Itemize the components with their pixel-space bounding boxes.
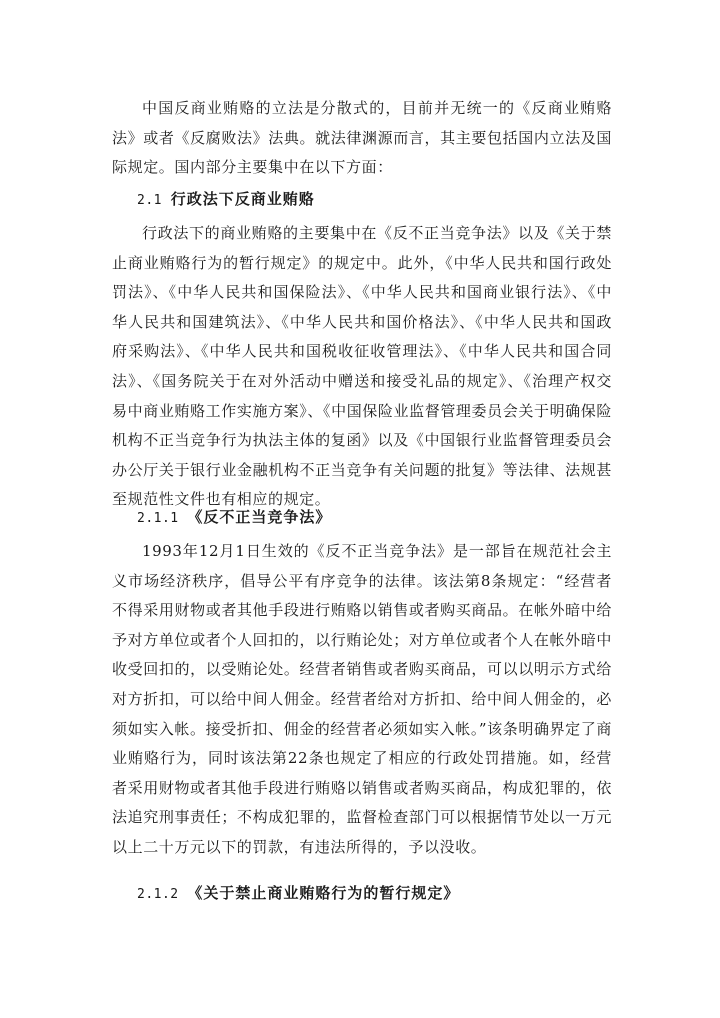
intro-paragraph: 中国反商业贿赂的立法是分散式的，目前并无统一的《反商业贿赂法》或者《反腐败法》法典。就法律渊源而言，其主要包括国内立法及国际规定。国内部分主要集中在以下方面： [112,99,612,177]
section-title: 行政法下反商业贿赂 [170,190,315,208]
section-2-1-paragraph: 行政法下的商业贿赂的主要集中在《反不正当竞争法》以及《关于禁止商业贿赂行为的暂行规定》的规定中。此外，《中华人民共和国行政处罚法》、《中华人民共和国保险法》、《中华人民共和国商业银行法》、《中华人民共和国建筑法》、《中华人民共和国价格法》、《中华人民共和国政府采购法》、《中华人民共和国税收征收管理法》、《中华人民共和国合同法》、《国务院关于在对外活动中赠送和接受礼品的规定》、《治理产权交易中商业贿赂工作实施方案》、《中国保险业监督管理委员会关于明确保险机构不正当竞争行为执法主体的复函》以及《中国银行业监督管理委员会办公厅关于银行业金融机构不正当竞争有关问题的批复》等法律、法规甚至规范性文件也有相应的规定。 [112,224,612,509]
section-number: 2.1.1 [137,511,179,526]
section-heading-2-1-1 [137,504,331,532]
section-2-1-1-paragraph: 1993年12月1日生效的《反不正当竞争法》是一部旨在规范社会主义市场经济秩序，倡导公平有序竞争的法律。该法第8条规定：“经营者不得采用财物或者其他手段进行贿赂以销售或者购买商品。在帐外暗中给予对方单位或者个人回扣的，以行贿论处；对方单位或者个人在帐外暗中收受回扣的，以受贿论处。经营者销售或者购买商品，可以以明示方式给对方折扣，可以给中间人佣金。经营者给对方折扣、给中间人佣金的，必须如实入帐。接受折扣、佣金的经营者必须如实入帐。”该条明确界定了商业贿赂行为，同时该法第22条也规定了相应的行政处罚措施。如，经营者采用财物或者其他手段进行贿赂以销售或者购买商品，构成犯罪的，依法追究刑事责任；不构成犯罪的，监督检查部门可以根据情节处以一万元以上二十万元以下的罚款，有违法所得的，予以没收。 [112,542,612,856]
section-heading-2-1 [137,186,315,214]
section-number: 2.1 [137,193,162,208]
section-title: 《反不正当竞争法》 [187,508,332,526]
section-number: 2.1.2 [137,887,179,902]
section-heading-2-1-2 [137,880,459,908]
section-title: 《关于禁止商业贿赂行为的暂行规定》 [187,884,460,902]
